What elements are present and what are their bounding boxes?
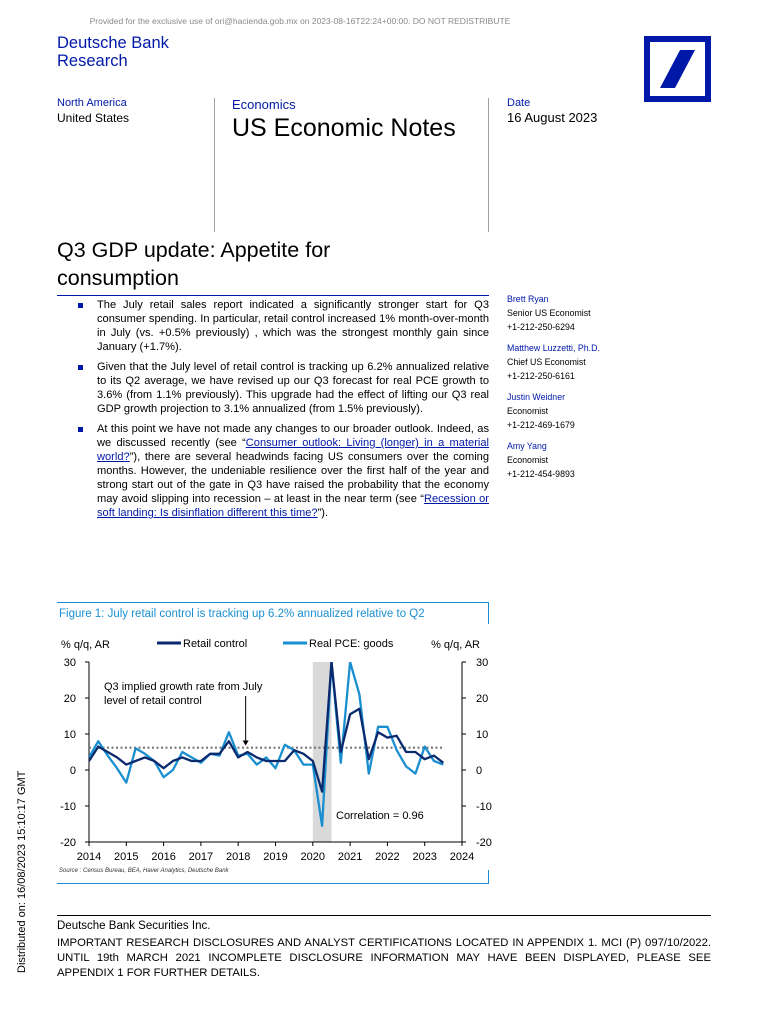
bullet-square-icon xyxy=(78,365,83,370)
disclosure-text: IMPORTANT RESEARCH DISCLOSURES AND ANALYST CERTIFICATIONS LOCATED IN APPENDIX 1. MCI (P) 097/10/2022. UNTIL 19th MARCH 2021 INCOMPLETE DISCLOSURE INFORMATION MAY HAVE BEEN DISPLAYED, PLEASE SEE APPENDIX 1 FOR FURTHER DETAILS. xyxy=(57,937,711,979)
y-tick-label-left: 20 xyxy=(63,693,76,705)
bullet-square-icon xyxy=(78,427,83,432)
bullet-text: ”), there are several headwinds facing US consumers over the coming months. However, the undeniable resilience over the first half of the year and strong start out of the gate in Q3 have raised the probability that the economy may avoid slipping into recession – at least in the near term (see “ xyxy=(97,451,489,505)
figure-title: Figure 1: July retail control is tracking up 6.2% annualized relative to Q2 xyxy=(59,608,425,620)
bullet-item xyxy=(57,422,489,520)
y-tick-label-left: -10 xyxy=(60,801,76,813)
author-entry xyxy=(507,341,707,383)
bullet-item xyxy=(57,360,489,416)
brand-line-1: Deutsche Bank xyxy=(57,34,169,52)
figure-bottom-right-rule xyxy=(488,870,489,884)
region-value: United States xyxy=(57,111,130,125)
annotation-q3-implied xyxy=(104,681,263,707)
figure-top-rule xyxy=(57,602,489,603)
y-tick-label-right: 30 xyxy=(476,657,489,669)
figure-1 xyxy=(57,602,492,884)
divider-left xyxy=(214,98,215,232)
author-name[interactable]: Amy Yang xyxy=(507,441,547,451)
author-phone: +1-212-250-6294 xyxy=(507,322,575,332)
y-axis-label-left: % q/q, AR xyxy=(61,639,110,651)
y-tick-label-left: -20 xyxy=(60,837,76,849)
y-tick-label-left: 0 xyxy=(69,765,76,777)
y-tick-label-left: 30 xyxy=(63,657,76,669)
author-phone: +1-212-469-1679 xyxy=(507,420,575,430)
date-label: Date xyxy=(507,97,531,109)
report-link[interactable]: Consumer outlook: Living (longer) in a material world? xyxy=(97,437,489,463)
y-tick-label-right: 20 xyxy=(476,693,489,705)
watermark-text: Provided for the exclusive use of ori@hacienda.gob.mx on 2023-08-16T22:24+00:00. DO NOT REDISTRIBUTE xyxy=(89,16,511,26)
headline: Q3 GDP update: Appetite for consumption xyxy=(57,238,331,290)
y-tick-label-right: 0 xyxy=(476,765,483,777)
y-tick-label-left: 10 xyxy=(63,729,76,741)
bullet-square-icon xyxy=(78,303,83,308)
author-entry xyxy=(507,439,707,481)
date-block xyxy=(507,96,597,126)
annotation-line: level of retail control xyxy=(104,695,202,707)
author-name[interactable]: Matthew Luzzetti, Ph.D. xyxy=(507,343,600,353)
y-axis-label-right: % q/q, AR xyxy=(431,639,480,651)
footer-rule xyxy=(57,915,711,916)
author-entry xyxy=(507,292,707,334)
x-tick-label: 2020 xyxy=(300,851,326,863)
x-tick-label: 2014 xyxy=(76,851,102,863)
divider-right xyxy=(488,98,489,232)
bullet-text: Given that the July level of retail control is tracking up 6.2% annualized relative to its Q2 average, we have revised up our Q3 forecast for real PCE growth to 3.6% (from 1.1% previously). This upgrade had the effect of lifting our Q3 real GDP growth projection to 3.1% annualized (from 1.5% previously). xyxy=(97,361,489,415)
x-tick-label: 2017 xyxy=(188,851,214,863)
brand-line-2: Research xyxy=(57,52,128,70)
bullet-text: At this point we have not made any changes to our broader outlook. Indeed, as we discussed recently (see “ xyxy=(97,423,489,449)
bullet-item xyxy=(57,298,489,354)
author-name[interactable]: Justin Weidner xyxy=(507,392,566,402)
distribution-stamp: Distributed on: 16/08/2023 15:10:17 GMT xyxy=(16,770,28,973)
deutsche-bank-logo-icon xyxy=(644,36,711,102)
chart-svg xyxy=(57,632,492,868)
author-entry xyxy=(507,390,707,432)
x-tick-label: 2015 xyxy=(114,851,139,863)
region-label: North America xyxy=(57,97,127,109)
x-tick-label: 2021 xyxy=(337,851,363,863)
y-tick-label-right: -20 xyxy=(476,837,492,849)
legend-label: Retail control xyxy=(183,638,248,650)
author-role: Economist xyxy=(507,455,549,465)
document-title: US Economic Notes xyxy=(232,114,456,142)
region-block xyxy=(57,96,129,126)
x-tick-label: 2023 xyxy=(412,851,437,863)
annotation-arrowhead xyxy=(243,740,249,745)
y-tick-label-right: -10 xyxy=(476,801,492,813)
footer-company: Deutsche Bank Securities Inc. xyxy=(57,920,211,932)
headline-rule xyxy=(57,295,489,296)
figure-bottom-rule xyxy=(57,883,489,884)
author-list xyxy=(507,292,707,488)
annotation-line: Q3 implied growth rate from July xyxy=(104,681,263,693)
x-tick-label: 2018 xyxy=(225,851,251,863)
slash-mark-icon xyxy=(650,42,705,96)
report-link[interactable]: Recession or soft landing: Is disinflation different this time? xyxy=(97,493,489,519)
date-value: 16 August 2023 xyxy=(507,110,598,125)
author-phone: +1-212-250-6161 xyxy=(507,371,575,381)
author-role: Chief US Economist xyxy=(507,357,586,367)
author-role: Senior US Economist xyxy=(507,308,591,318)
figure-source: Source : Census Bureau, BEA, Haver Analytics, Deutsche Bank xyxy=(59,868,229,874)
legend-label: Real PCE: goods xyxy=(309,638,394,650)
x-tick-label: 2019 xyxy=(263,851,288,863)
author-role: Economist xyxy=(507,406,549,416)
figure-top-right-rule xyxy=(488,602,489,624)
brand-name xyxy=(57,34,169,70)
y-tick-label-right: 10 xyxy=(476,729,489,741)
series-label: Economics xyxy=(232,97,296,112)
x-tick-label: 2024 xyxy=(449,851,475,863)
author-phone: +1-212-454-9893 xyxy=(507,469,575,479)
annotation-correlation: Correlation = 0.96 xyxy=(336,810,424,822)
summary-bullets xyxy=(57,298,489,526)
bullet-text: ”). xyxy=(317,507,329,519)
author-name[interactable]: Brett Ryan xyxy=(507,294,549,304)
x-tick-label: 2022 xyxy=(375,851,400,863)
x-tick-label: 2016 xyxy=(151,851,176,863)
bullet-text: The July retail sales report indicated a significantly stronger start for Q3 consumer spending. In particular, retail control increased 1% month-over-month in July (vs. +0.5% previously) , which was the strongest monthly gain since January (+1.7%). xyxy=(97,299,489,353)
